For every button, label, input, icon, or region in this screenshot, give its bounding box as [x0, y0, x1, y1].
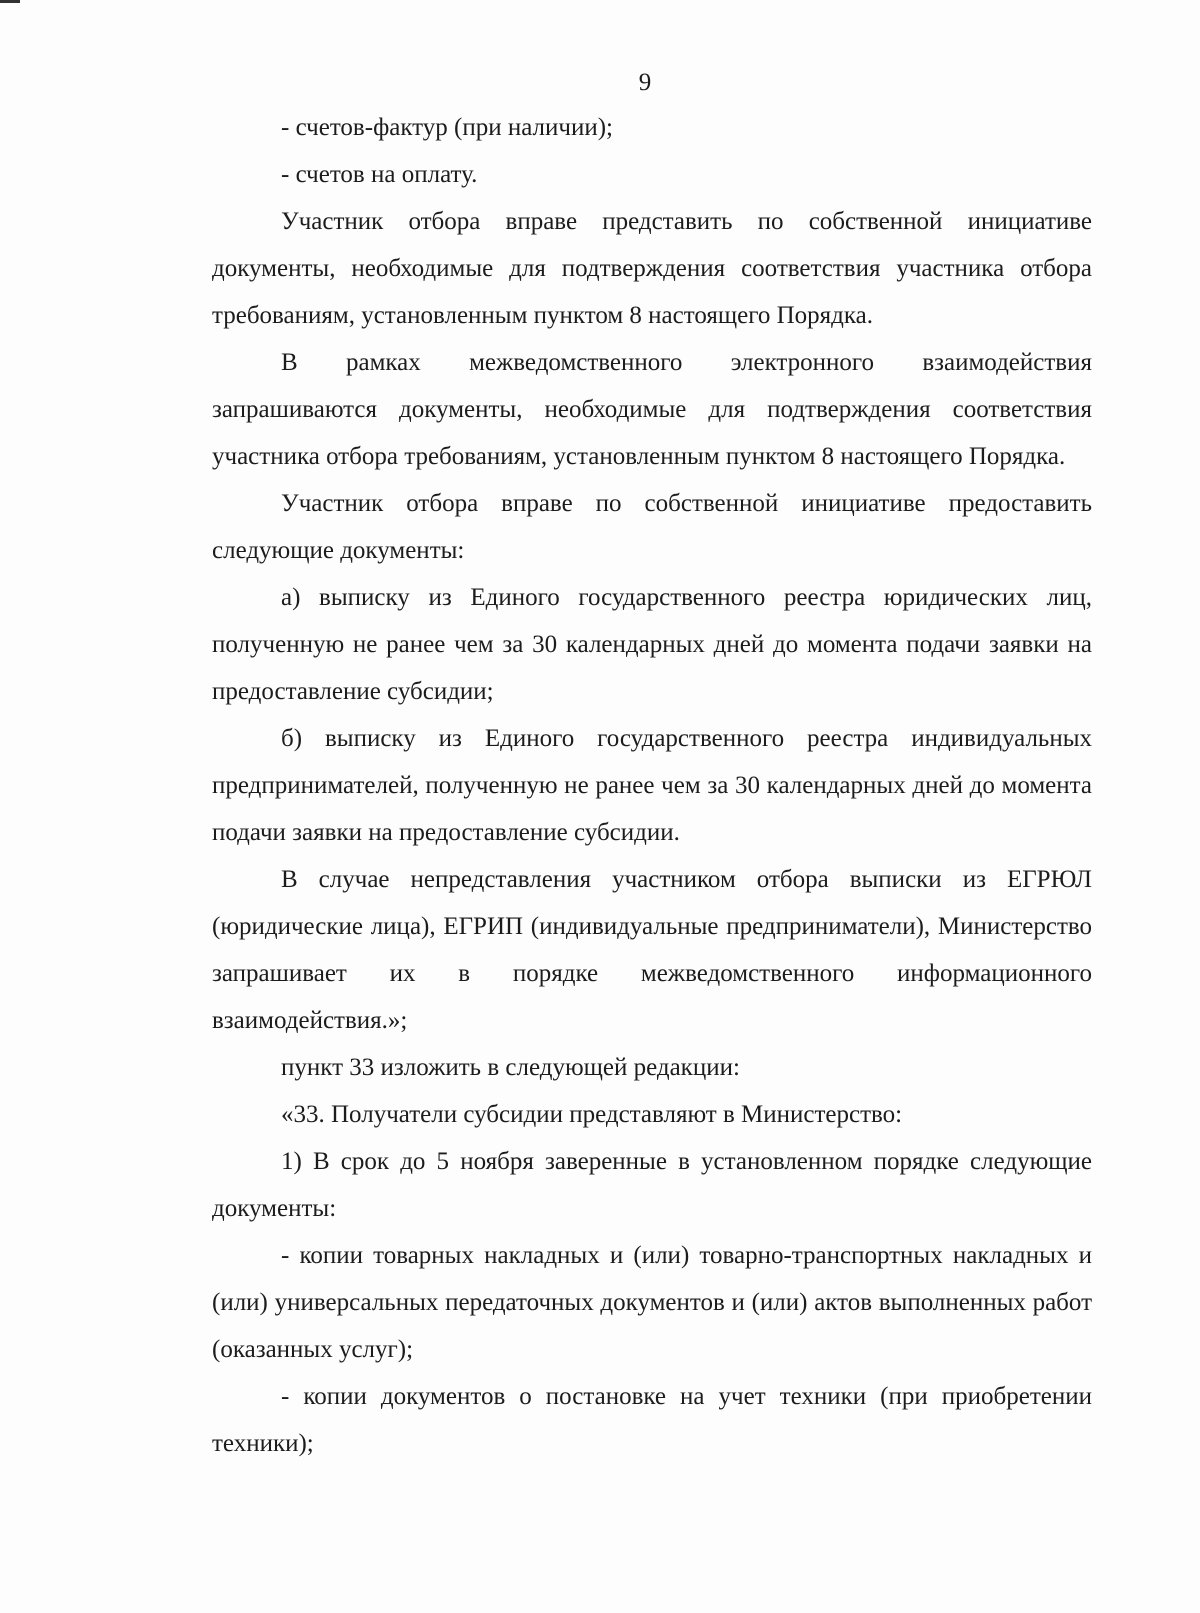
document-body — [212, 104, 1092, 1467]
paragraph-point-33-amend: пункт 33 изложить в следующей редакции: — [281, 1054, 740, 1081]
paragraph-interagency-request: В рамках межведомственного электронного взаимодействия запрашиваются документы, необходимые для подтверждения соответствия участника отбора требованиям, установленным пунктом 8 настоящего Порядка. — [212, 349, 1092, 470]
paragraph-point-33-title: «33. Получатели субсидии представляют в Министерство: — [281, 1101, 903, 1128]
paragraph-participant-right: Участник отбора вправе представить по собственной инициативе документы, необходимые для подтверждения соответствия участника отбора требованиям, установленным пунктом 8 настоящего Порядка. — [212, 208, 1092, 329]
paragraph-ministry-request: В случае непредставления участником отбора выписки из ЕГРЮЛ (юридические лица), ЕГРИП (индивидуальные предприниматели), Министерство запрашивает их в порядке межведомственного информационного взаимодействия.»; — [212, 866, 1092, 1034]
paragraph-payment-bills: - счетов на оплату. — [281, 161, 478, 188]
paragraph-invoices: - счетов-фактур (при наличии); — [281, 114, 614, 141]
paragraph-optional-documents: Участник отбора вправе по собственной инициативе предоставить следующие документы: — [212, 490, 1092, 564]
paragraph-registration-copies: - копии документов о постановке на учет техники (при приобретении техники); — [212, 1383, 1092, 1457]
paragraph-waybill-copies: - копии товарных накладных и (или) товарно-транспортных накладных и (или) универсальных передаточных документов и (или) актов выполненных работ (оказанных услуг); — [212, 1242, 1092, 1363]
paragraph-egrip-extract: б) выписку из Единого государственного реестра индивидуальных предпринимателей, полученную не ранее чем за 30 календарных дней до момента подачи заявки на предоставление субсидии. — [212, 725, 1092, 846]
scan-edge-mark — [0, 0, 20, 3]
paragraph-deadline: 1) В срок до 5 ноября заверенные в установленном порядке следующие документы: — [212, 1148, 1092, 1222]
paragraph-egrul-extract: а) выписку из Единого государственного реестра юридических лиц, полученную не ранее чем за 30 календарных дней до момента подачи заявки на предоставление субсидии; — [212, 584, 1092, 705]
page-number: 9 — [638, 69, 652, 96]
